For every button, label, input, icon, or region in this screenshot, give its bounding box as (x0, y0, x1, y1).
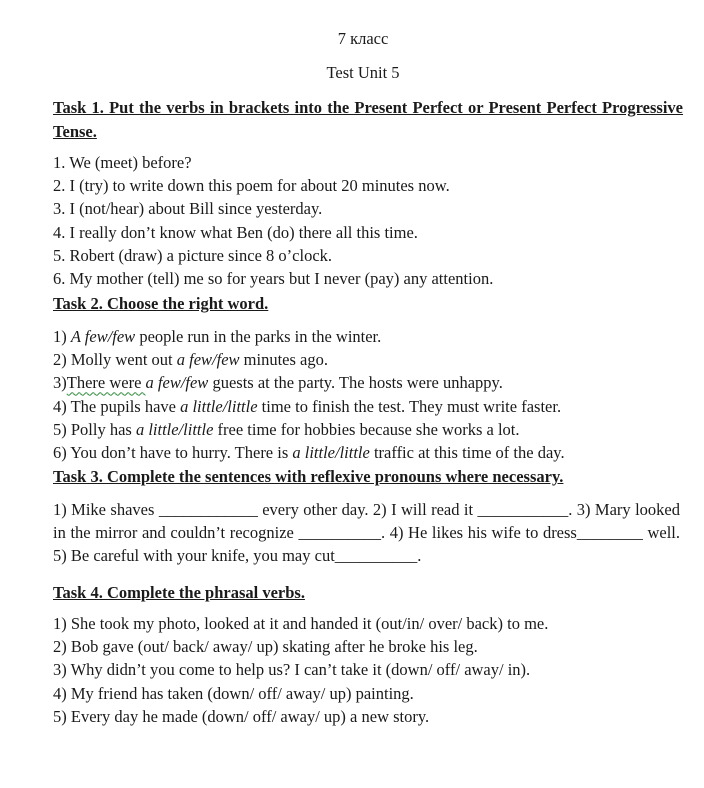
item-number: 2) (53, 350, 71, 370)
list-item: 5. Robert (draw) a picture since 8 o’clock. (53, 245, 333, 265)
list-item: 5) Every day he made (down/ off/ away/ up) a new story. (53, 706, 430, 726)
item-text: free time for hobbies because she works a lot. (213, 419, 520, 439)
list-item: 3. I (not/hear) about Bill since yesterday. (53, 199, 323, 219)
task2-title: Task 2. Choose the right word. (53, 294, 269, 313)
word-choice: a little/little (135, 419, 214, 439)
item-text: Polly has (70, 419, 136, 439)
item-number: 3) (53, 373, 67, 393)
item-text: people run in the parks in the winter. (135, 327, 382, 346)
page-subtitle: Test Unit 5 (326, 63, 400, 82)
word-choice: A few/few (70, 327, 136, 346)
list-item: 2) Bob gave (out/ back/ away/ up) skating after he broke his leg. (53, 637, 478, 657)
list-item: 4. I really don’t know what Ben (do) there all this time. (53, 222, 418, 242)
list-item (53, 371, 693, 394)
list-item (53, 395, 693, 418)
item-number: 1) (53, 327, 71, 346)
list-item: 1) She took my photo, looked at it and handed it (out/in/ over/ back) to me. (53, 614, 549, 633)
task3-title: Task 3. Complete the sentences with reflexive pronouns where necessary. (53, 467, 564, 486)
item-number: 5) (53, 419, 71, 439)
item-text: guests at the party. The hosts were unhappy. (208, 373, 503, 393)
task3-paragraph: 1) Mike shaves ____________ every other day. 2) I will read it ___________. 3) Mary looked in the mirror and couldn’t recognize __________. 4) He likes his wife to dress________ well. 5) Be careful with your knife, you may cut__________. (53, 500, 680, 566)
word-choice: a few/few (176, 350, 240, 370)
list-item: 2. I (try) to write down this poem for about 20 minutes now. (53, 176, 450, 196)
list-item: 6. My mother (tell) me so for years but I never (pay) any attention. (53, 268, 494, 288)
word-choice: a little/little (180, 396, 258, 416)
list-item (53, 325, 693, 348)
task2-list (53, 325, 693, 464)
list-item: 1. We (meet) before? (53, 153, 192, 172)
list-item (53, 418, 693, 441)
page-title: 7 класс (337, 29, 389, 48)
list-item (53, 348, 693, 371)
list-item: 4) My friend has taken (down/ off/ away/ up) painting. (53, 683, 414, 703)
item-number: 6) (53, 442, 71, 462)
task4-title: Task 4. Complete the phrasal verbs. (53, 583, 305, 602)
list-item: 3) Why didn’t you come to help us? I can’t take it (down/ off/ away/ in). (53, 660, 531, 680)
list-item (53, 441, 693, 464)
item-text: You don’t have to hurry. There is (70, 442, 293, 462)
item-text: time to finish the test. They must write faster. (257, 396, 562, 416)
item-text: minutes ago. (239, 350, 328, 370)
task1-title: Task 1. Put the verbs in brackets into the Present Perfect or Present Perfect Progressive Tense. (53, 98, 683, 141)
task1-list (53, 151, 693, 290)
task4-list (53, 612, 693, 728)
item-text: traffic at this time of the day. (369, 442, 565, 462)
item-text: There were (66, 373, 146, 393)
item-number: 4) (53, 396, 71, 416)
item-text: The pupils have (70, 396, 181, 416)
word-choice: a few/few (145, 373, 209, 393)
word-choice: a little/little (292, 442, 370, 462)
item-text: Molly went out (70, 350, 177, 370)
